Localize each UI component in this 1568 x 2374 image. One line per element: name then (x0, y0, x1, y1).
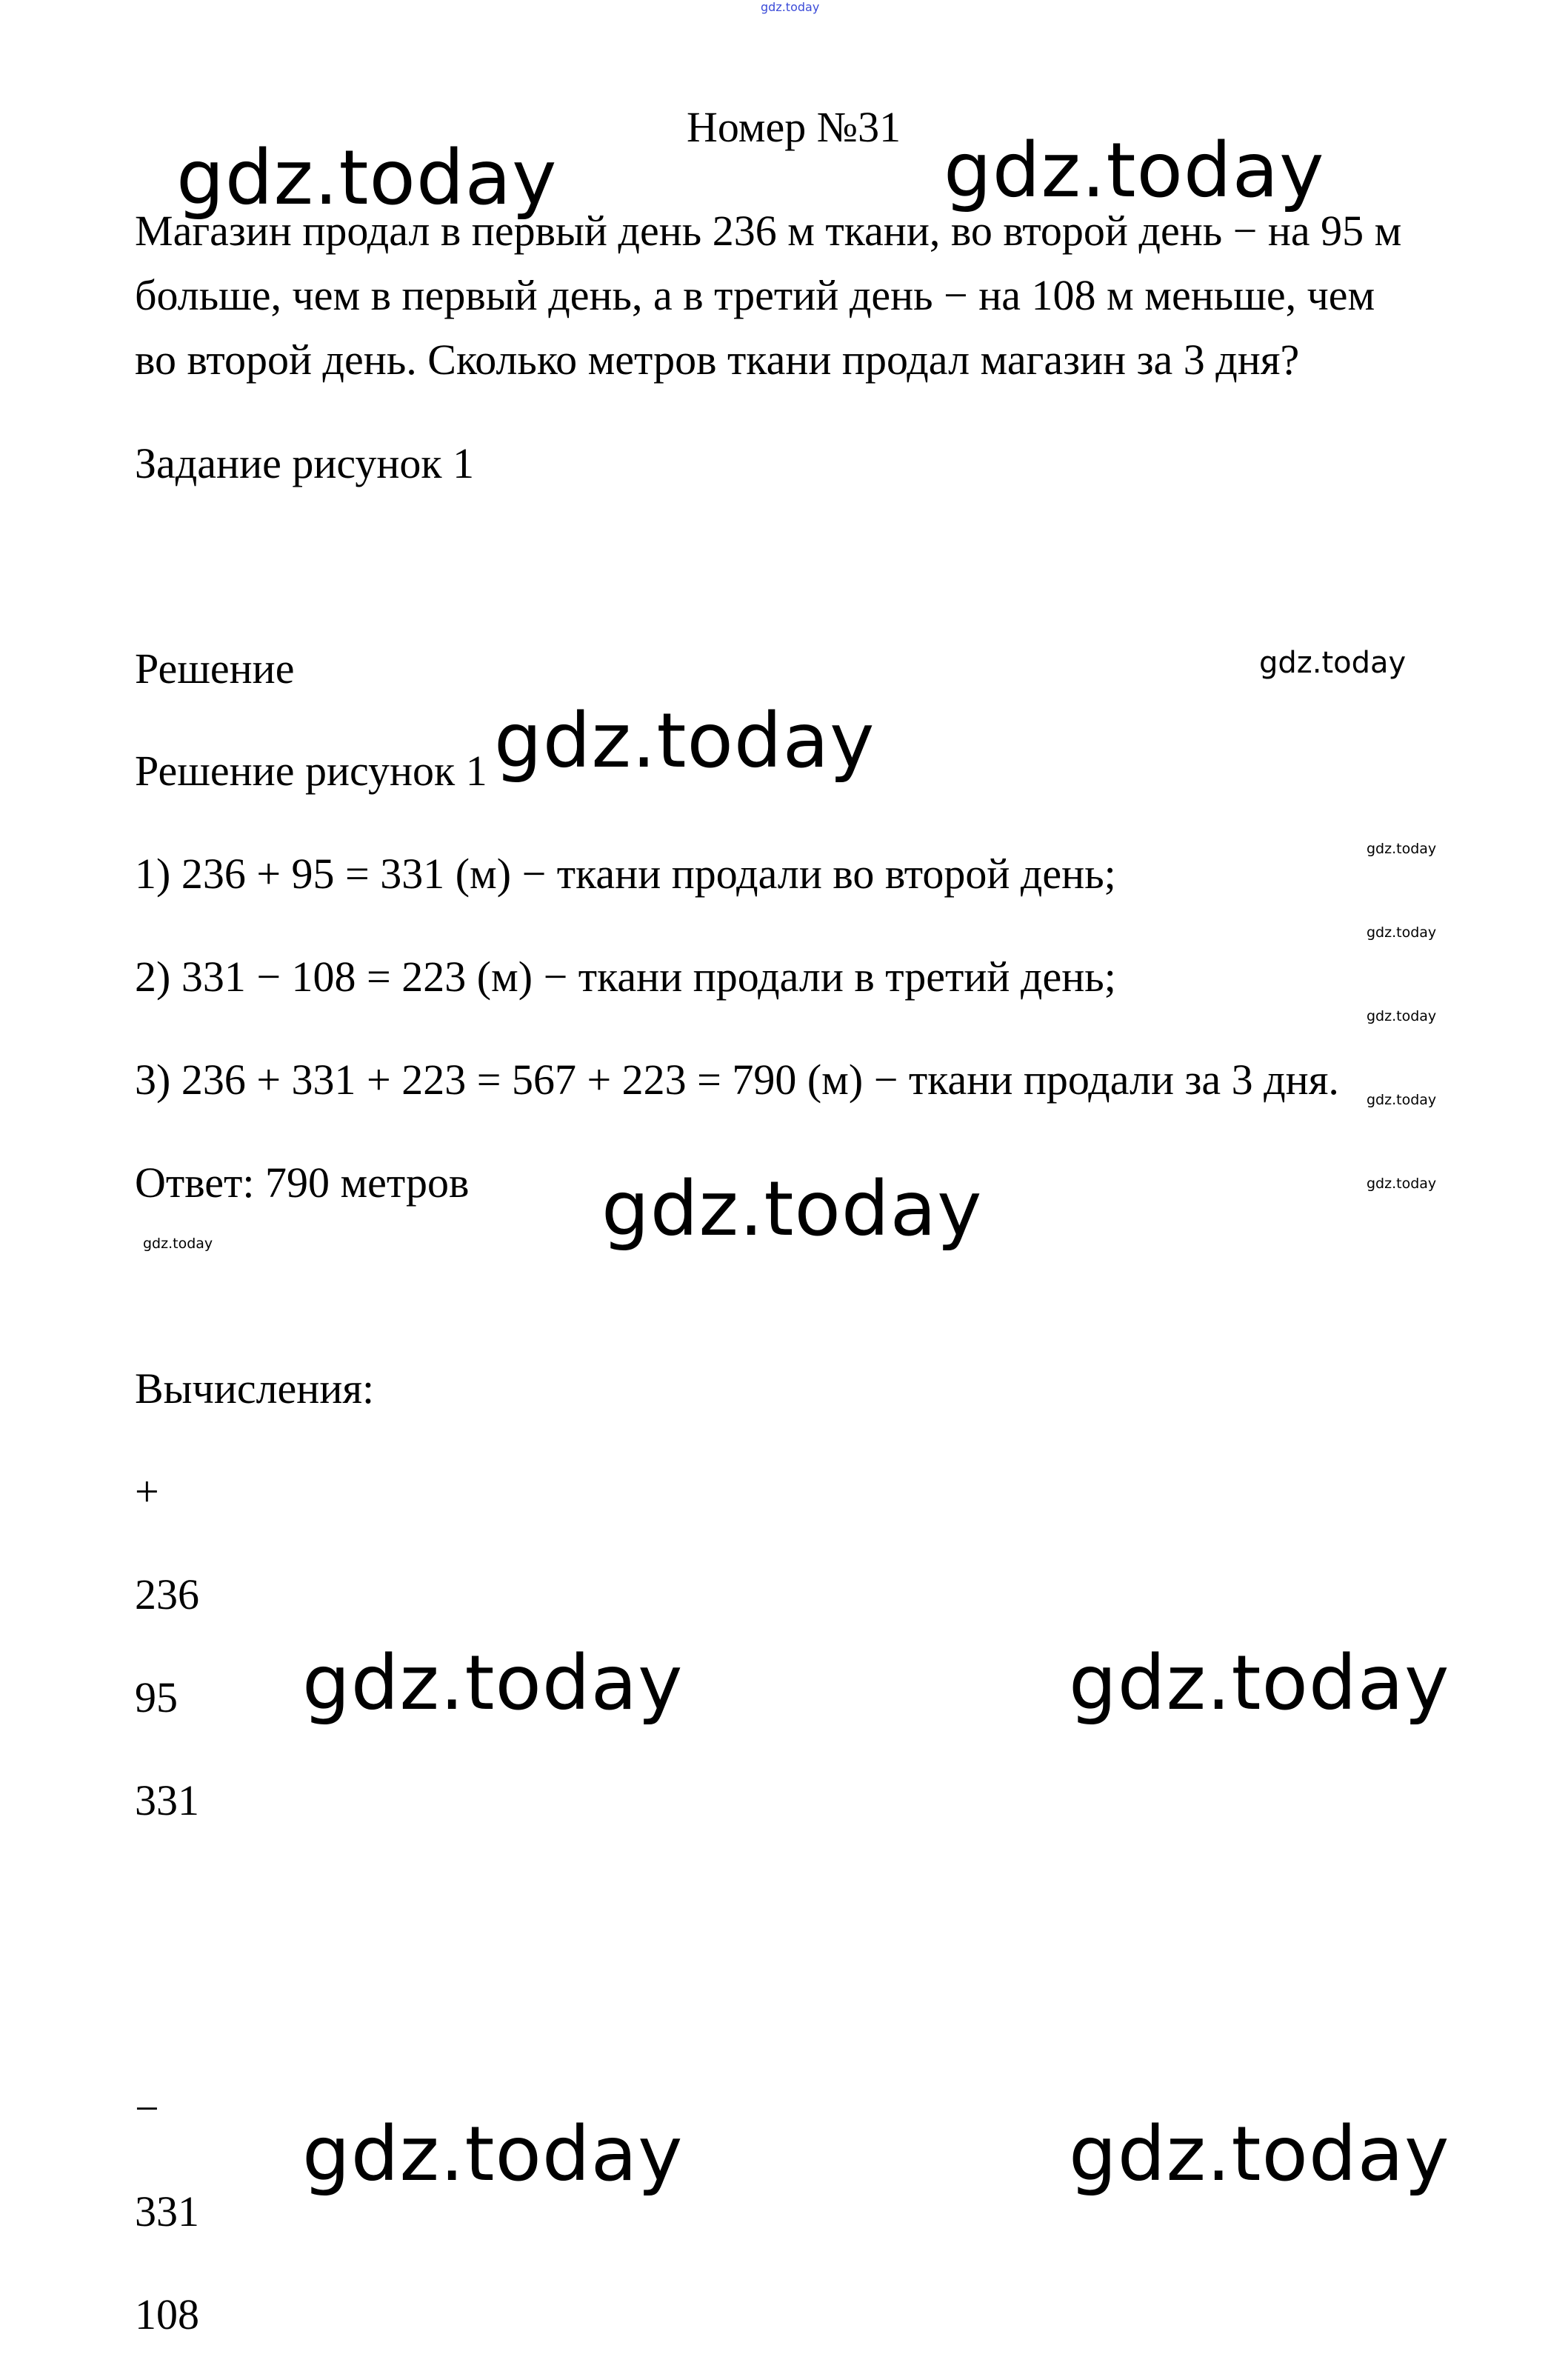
watermark: gdz.today (944, 127, 1325, 215)
watermark: gdz.today (143, 1236, 213, 1252)
watermark: gdz.today (1069, 1639, 1450, 1727)
solution-heading: Решение (135, 644, 295, 693)
solution-step-1: 1) 236 + 95 = 331 (м) − ткани продали во второй день; (135, 850, 1116, 898)
subtraction-operand-2: 108 (135, 2290, 199, 2338)
solution-figure-caption: Решение рисунок 1 (135, 747, 487, 795)
watermark: gdz.today (601, 1165, 983, 1253)
solution-step-3: 3) 236 + 331 + 223 = 567 + 223 = 790 (м) − ткани продали за 3 дня. (135, 1056, 1339, 1104)
addition-operand-1: 236 (135, 1570, 199, 1618)
watermark: gdz.today (302, 2110, 684, 2198)
watermark: gdz.today (1367, 1008, 1437, 1024)
watermark: gdz.today (1367, 1176, 1437, 1192)
addition-sign: + (135, 1467, 159, 1516)
answer: Ответ: 790 метров (135, 1158, 470, 1207)
subtraction-operand-1: 331 (135, 2187, 199, 2235)
problem-line-3: во второй день. Сколько метров ткани продал магазин за 3 дня? (135, 336, 1300, 384)
task-figure-caption: Задание рисунок 1 (135, 439, 475, 487)
problem-line-2: больше, чем в первый день, а в третий день − на 108 м меньше, чем (135, 271, 1375, 319)
addition-operand-2: 95 (135, 1673, 178, 1721)
watermark: gdz.today (302, 1639, 684, 1727)
watermark: gdz.today (1367, 924, 1437, 941)
watermark: gdz.today (1367, 841, 1437, 857)
solution-step-2: 2) 331 − 108 = 223 (м) − ткани продали в третий день; (135, 953, 1116, 1001)
subtraction-sign: − (135, 2084, 159, 2133)
watermark: gdz.today (176, 134, 558, 222)
watermark: gdz.today (1259, 646, 1407, 680)
page-title: Номер №31 (687, 103, 901, 151)
watermark-top: gdz.today (761, 0, 820, 14)
addition-result: 331 (135, 1776, 199, 1824)
problem-line-1: Магазин продал в первый день 236 м ткани, во второй день − на 95 м (135, 207, 1402, 255)
watermark: gdz.today (1069, 2110, 1450, 2198)
watermark: gdz.today (494, 697, 875, 785)
watermark: gdz.today (1367, 1092, 1437, 1108)
calculations-heading: Вычисления: (135, 1364, 375, 1413)
